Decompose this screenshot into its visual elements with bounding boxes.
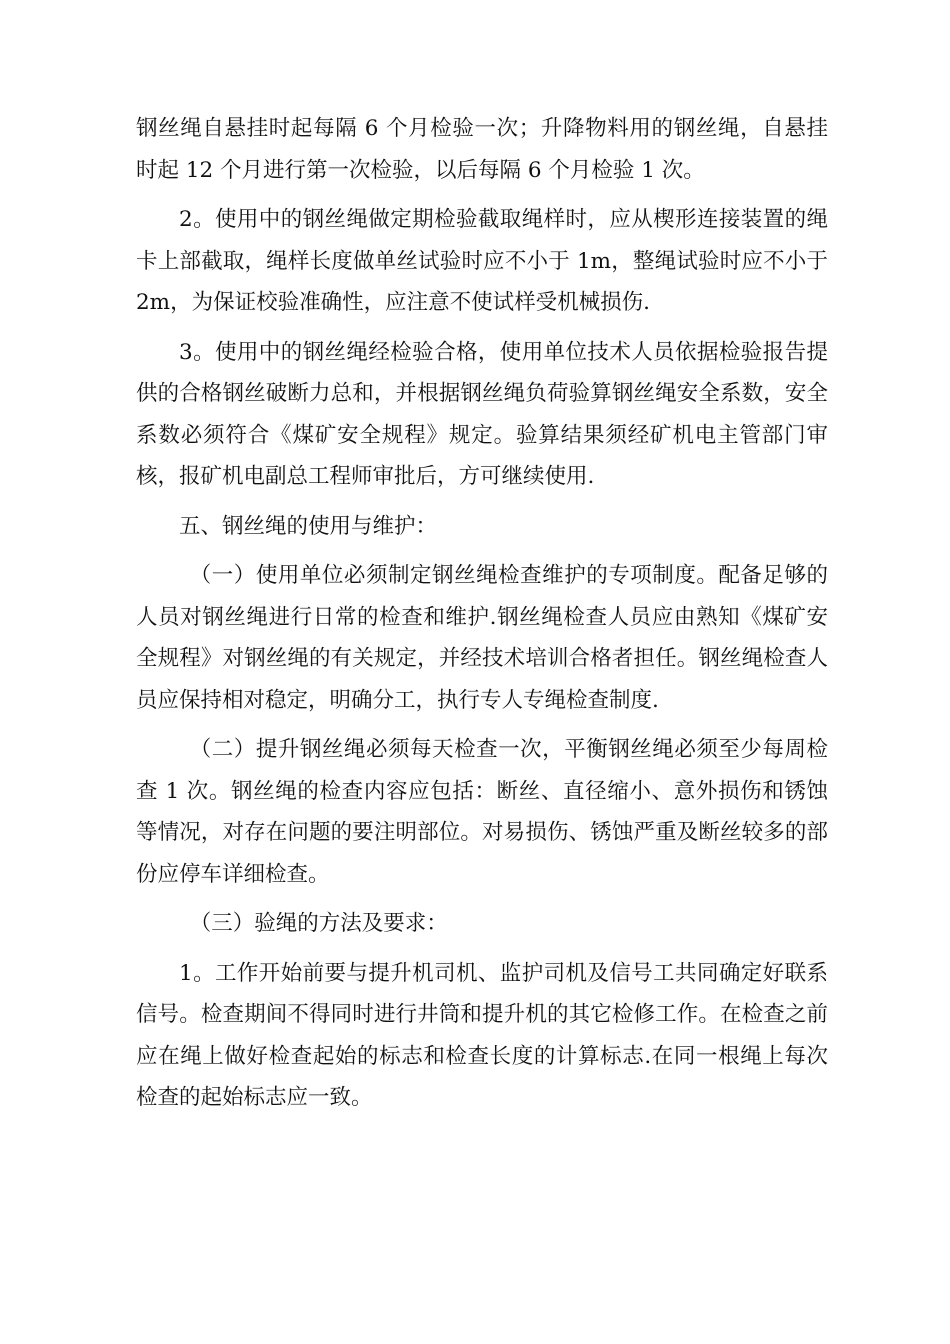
document-body xyxy=(136,108,828,1119)
paragraph-inspection-interval: 钢丝绳自悬挂时起每隔 6 个月检验一次；升降物料用的钢丝绳，自悬挂时起 12 个月进行第一次检验，以后每隔 6 个月检验 1 次。 xyxy=(136,116,828,183)
section-heading-use-and-maintenance: 五、钢丝绳的使用与维护： xyxy=(179,513,438,539)
paragraph-subsection-1-system: （一）使用单位必须制定钢丝绳检查维护的专项制度。配备足够的人员对钢丝绳进行日常的检查和维护.钢丝绳检查人员应由熟知《煤矿安全规程》对钢丝绳的有关规定，并经技术培训合格者担任。钢丝绳检查人员应保持相对稳定，明确分工，执行专人专绳检查制度. xyxy=(136,563,828,713)
paragraph-item-3-safety-factor: 3。使用中的钢丝绳经检验合格，使用单位技术人员依据检验报告提供的合格钢丝破断力总和，并根据钢丝绳负荷验算钢丝绳安全系数，安全系数必须符合《煤矿安全规程》规定。验算结果须经矿机电主管部门审核，报矿机电副总工程师审批后，方可继续使用. xyxy=(136,339,828,489)
paragraph-subsection-2-daily-check: （二）提升钢丝绳必须每天检查一次，平衡钢丝绳必须至少每周检查 1 次。钢丝绳的检查内容应包括：断丝、直径缩小、意外损伤和锈蚀等情况，对存在问题的要注明部位。对易损伤、锈蚀严重及断丝较多的部份应停车详细检查。 xyxy=(136,737,828,887)
paragraph-method-item-1: 1。工作开始前要与提升机司机、监护司机及信号工共同确定好联系信号。检查期间不得同时进行井筒和提升机的其它检修工作。在检查之前应在绳上做好检查起始的标志和检查长度的计算标志.在同一根绳上每次检查的起始标志应一致。 xyxy=(136,960,828,1110)
paragraph-item-2-sampling: 2。使用中的钢丝绳做定期检验截取绳样时，应从楔形连接装置的绳卡上部截取，绳样长度做单丝试验时应不小于 1m，整绳试验时应不小于 2m，为保证校验准确性，应注意不使试样受机械损伤. xyxy=(136,207,828,315)
paragraph-subsection-3-heading: （三）验绳的方法及要求： xyxy=(189,911,448,936)
